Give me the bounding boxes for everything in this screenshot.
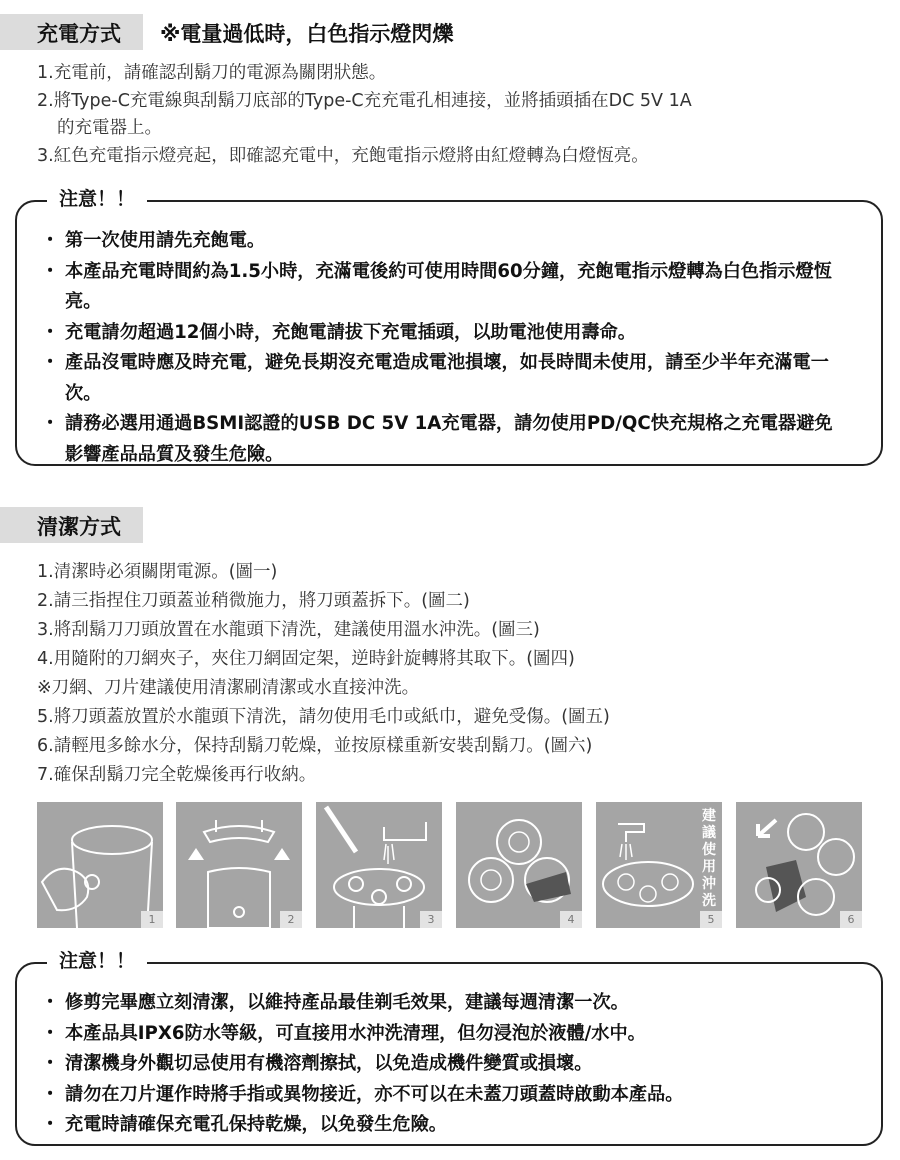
cleaning-heading: 清潔方式 xyxy=(37,515,121,539)
figure-2-image xyxy=(176,802,302,928)
charging-step-2: 2.將Type-C充電線與刮鬍刀底部的Type-C充充電孔相連接，並將插頭插在DC 5V 1A xyxy=(37,90,692,111)
cleaning-step: 1.清潔時必須關閉電源。(圖一) xyxy=(37,562,278,582)
charging-note-list xyxy=(43,226,843,470)
figure-1-image xyxy=(37,802,163,928)
cleaning-note-title: 注意！！ xyxy=(47,946,147,973)
figure-4-image xyxy=(456,802,582,928)
figure-2-number: 2 xyxy=(280,911,302,928)
cleaning-note-item: ・ 充電時請確保充電孔保持乾燥，以免發生危險。 xyxy=(43,1110,873,1141)
cleaning-step: 5.將刀頭蓋放置於水龍頭下清洗，請勿使用毛巾或紙巾，避免受傷。(圖五) xyxy=(37,707,610,727)
cleaning-step: 7.確保刮鬍刀完全乾燥後再行收納。 xyxy=(37,765,317,785)
cleaning-note-item: ・ 清潔機身外觀切忌使用有機溶劑擦拭，以免造成機件變質或損壞。 xyxy=(43,1049,873,1080)
figure-1-number: 1 xyxy=(141,911,163,928)
charging-note-item: ・ 產品沒電時應及時充電，避免長期沒充電造成電池損壞，如長時間未使用，請至少半年充滿電一次。 xyxy=(43,348,843,409)
charging-note-item: ・ 充電請勿超過12個小時，充飽電請拔下充電插頭，以助電池使用壽命。 xyxy=(43,318,843,349)
figure-6-image xyxy=(736,802,862,928)
charging-note-item: ・ 請務必選用通過BSMI認證的USB DC 5V 1A充電器，請勿使用PD/QC快充規格之充電器避免影響產品品質及發生危險。 xyxy=(43,409,843,470)
charging-note-box xyxy=(15,188,883,466)
figure-6-number: 6 xyxy=(840,911,862,928)
charging-step-3: 3.紅色充電指示燈亮起，即確認充電中，充飽電指示燈將由紅燈轉為白燈恆亮。 xyxy=(37,145,649,166)
figure-5-label: 建議使用沖洗 xyxy=(702,808,716,909)
charging-note-item: ・ 本產品充電時間約為1.5小時，充滿電後約可使用時間60分鐘，充飽電指示燈轉為白色指示燈恆亮。 xyxy=(43,257,843,318)
cleaning-note-item: ・ 修剪完畢應立刻清潔，以維持產品最佳剃毛效果，建議每週清潔一次。 xyxy=(43,988,873,1019)
cleaning-note-list xyxy=(43,988,873,1141)
charging-warning: ※電量過低時，白色指示燈閃爍 xyxy=(160,22,454,46)
figure-3-number: 3 xyxy=(420,911,442,928)
cleaning-step-tip: ※刀網、刀片建議使用清潔刷清潔或水直接沖洗。 xyxy=(37,678,420,698)
figure-5-number: 5 xyxy=(700,911,722,928)
cleaning-step: 2.請三指捏住刀頭蓋並稍微施力，將刀頭蓋拆下。(圖二) xyxy=(37,591,470,611)
charging-note-item: ・ 第一次使用請先充飽電。 xyxy=(43,226,843,257)
cleaning-note-box xyxy=(15,950,883,1146)
cleaning-note-item: ・ 本產品具IPX6防水等級，可直接用水沖洗清理，但勿浸泡於液體/水中。 xyxy=(43,1019,873,1050)
cleaning-steps xyxy=(37,558,610,790)
cleaning-note-item: ・ 請勿在刀片運作時將手指或異物接近，亦不可以在未蓋刀頭蓋時啟動本產品。 xyxy=(43,1080,873,1111)
figure-5-image xyxy=(596,802,722,928)
cleaning-step: 6.請輕甩多餘水分，保持刮鬍刀乾燥，並按原樣重新安裝刮鬍刀。(圖六) xyxy=(37,736,593,756)
figure-3-image xyxy=(316,802,442,928)
charging-step-2-cont: 的充電器上。 xyxy=(57,118,162,138)
cleaning-step: 3.將刮鬍刀刀頭放置在水龍頭下清洗，建議使用溫水沖洗。(圖三) xyxy=(37,620,540,640)
charging-note-title: 注意！！ xyxy=(47,184,147,211)
cleaning-step: 4.用隨附的刀網夾子，夾住刀網固定架，逆時針旋轉將其取下。(圖四) xyxy=(37,649,575,669)
figure-4-number: 4 xyxy=(560,911,582,928)
charging-heading: 充電方式 xyxy=(37,22,121,46)
charging-step-1: 1.充電前，請確認刮鬍刀的電源為關閉狀態。 xyxy=(37,63,387,83)
charging-steps xyxy=(37,60,692,170)
